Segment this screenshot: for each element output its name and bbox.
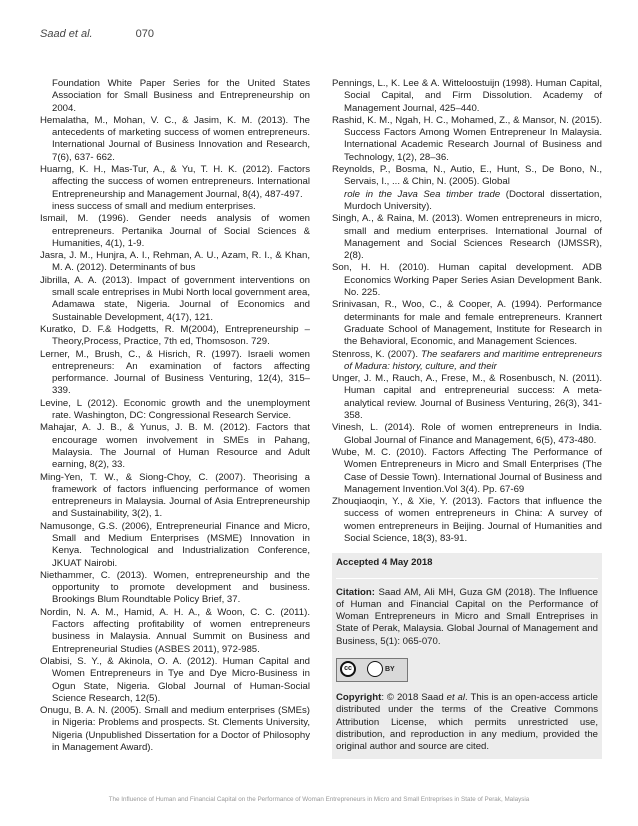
reference-entry: Jasra, J. M., Hunjra, A. I., Rehman, A. U., Azam, R. I., & Khan, M. A. (2012). Determinants of bus bbox=[40, 250, 310, 274]
attribution-person-icon bbox=[367, 661, 383, 677]
copyright-notice bbox=[336, 692, 598, 753]
reference-entry: Namusonge, G.S. (2006), Entrepreneurial Finance and Micro, Small and Medium Enterprises (MSME) Innovation in Kenya. Technological and Industrialization Conference, JKUAT Nairobi. bbox=[40, 520, 310, 569]
reference-entry: Ming-Yen, T. W., & Siong-Choy, C. (2007). Theorising a framework of factors influencing performance of women entrepreneurs in Malaysia. Journal of Asia Entrepreneurship and Sustainability, 3(2), 1. bbox=[40, 471, 310, 520]
reference-entry: Reynolds, P., Bosma, N., Autio, E., Hunt, S., De Bono, N., Servais, I., ... & Chin, N. (2005). Global bbox=[332, 164, 602, 188]
reference-entry: Zhouqiaoqin, Y., & Xie, Y. (2013). Factors that influence the success of women entrepreneurs in China: A survey of women entrepreneurs in Beijing. Journal of Humanities and Social Science, 18(3), 83-91. bbox=[332, 496, 602, 544]
running-footer: The Influence of Human and Financial Capital on the Performance of Woman Entrepreneurs in Micro and Small Entreprises in State of Perak, Malaysia bbox=[108, 796, 530, 803]
page-header bbox=[40, 28, 154, 40]
reference-italic-title: The seafarers and maritime entrepreneurs of Madura: history, culture, and their bbox=[344, 348, 603, 372]
reference-entry: Vinesh, L. (2014). Role of women entrepreneurs in India. Global Journal of Finance and Management, 6(5), 473-480. bbox=[332, 422, 602, 446]
reference-entry: Ismail, M. (1996). Gender needs analysis of women entrepreneurs. Pertanika Journal of Social Sciences & Humanities, 4(1), 1-9. bbox=[40, 213, 310, 249]
references-left-column bbox=[40, 78, 310, 754]
running-author: Saad et al. bbox=[40, 28, 93, 40]
reference-entry: Singh, A., & Raina, M. (2013). Women entrepreneurs in micro, small and medium enterprises. International Journal of Management and Social Sciences Research (IJMSSR), 2(8). bbox=[332, 213, 602, 262]
citation bbox=[336, 587, 598, 648]
reference-entry: Hemalatha, M., Mohan, V. C., & Jasim, K. M. (2013). The antecedents of marketing success of women entrepreneurs. International Journal of Business Innovation and Research, 7(6), 637- 662. bbox=[40, 114, 310, 163]
reference-entry: Jibrilla, A. A. (2013). Impact of government interventions on small scale entreprises in Mubi North local government area, Adamawa state, Nigeria. Journal of Economics and Sustainable Development, 4(17), 121. bbox=[40, 274, 310, 323]
reference-italic-title: role in the Java Sea timber trade bbox=[344, 188, 501, 200]
reference-entry: Unger, J. M., Rauch, A., Frese, M., & Rosenbusch, N. (2011). Human capital and entrepreneurial success: A meta-analytical review. Journal of Business Venturing, 26(3), 341-358. bbox=[332, 373, 602, 422]
reference-entry: Onugu, B. A. N. (2005). Small and medium enterprises (SMEs) in Nigeria: Problems and prospects. St. Clements University, Nigeria (Unpublished Dissertation for a Doctor of Philosophy in Management Award). bbox=[40, 705, 310, 754]
copyright-pre: : © 2018 Saad bbox=[381, 692, 447, 704]
reference-entry: Huarng, K. H., Mas-Tur, A., & Yu, T. H. K. (2012). Factors affecting the success of women entrepreneurs. International Entrepreneurship and Management Journal, 8(4), 487-497. bbox=[40, 164, 310, 200]
article-info-box bbox=[332, 553, 602, 758]
citation-text: Saad AM, Ali MH, Guza GM (2018). The Influence of Human and Financial Capital on the Performance of Woman Entrepreneurs in Micro and Small Entreprises in State of Perak, Malaysia. Global Journal of Management and Business, 5(1): 065-070. bbox=[336, 586, 598, 647]
reference-entry: Nordin, N. A. M., Hamid, A. H. A., & Woon, C. C. (2011). Factors affecting profitability of women entrepreneurs business in Malaysia. Annual Summit on Business and Entrepreneurial Studies (ASBES 2011), 972-985. bbox=[40, 606, 310, 655]
reference-entry: Lerner, M., Brush, C., & Hisrich, R. (1997). Israeli women entrepreneurs: An examination of factors affecting performance. Journal of Business Venturing, 12(4), 315–339. bbox=[40, 348, 310, 397]
accepted-date: Accepted 4 May 2018 bbox=[336, 557, 598, 578]
reference-entry: Niethammer, C. (2013). Women, entrepreneurship and the opportunity to promote development and business. Brookings Blum Roundtable Policy Brief, 37. bbox=[40, 569, 310, 606]
reference-entry: Kuratko, D. F.& Hodgetts, R. M(2004), Entrepreneurship – Theory,Process, Practice, 7th ed, Thomsoson. 729. bbox=[40, 323, 310, 348]
cc-by-label: BY bbox=[385, 666, 395, 674]
reference-tail: (Doctoral dissertation, Murdoch University). bbox=[344, 188, 602, 212]
copyright-label: Copyright bbox=[336, 692, 382, 704]
reference-entry: Foundation White Paper Series for the United States Association for Small Business and Entrepreneurship on 2004. bbox=[52, 78, 310, 114]
references-right-column bbox=[332, 78, 602, 759]
reference-entry: Son, H. H. (2010). Human capital development. ADB Economics Working Paper Series Asian Development Bank. No. 225. bbox=[332, 262, 602, 299]
reference-entry: Wube, M. C. (2010). Factors Affecting The Performance of Women Entrepreneurs in Micro and Small Enterprises (The Case of Dessie Town). International Journal of Business and Management Invention.Vol 3(4). Pp. 67-69 bbox=[332, 446, 602, 495]
copyright-italic: et al bbox=[446, 692, 466, 704]
reference-entry: Pennings, L., K. Lee & A. Witteloostuijn (1998). Human Capital, Social Capital, and Firm Dissolution. Academy of Management Journal, 425–440. bbox=[332, 78, 602, 114]
citation-label: Citation: bbox=[336, 586, 375, 598]
creative-commons-badge[interactable] bbox=[336, 658, 408, 682]
reference-entry bbox=[332, 189, 602, 214]
reference-entry: iness success of small and medium enterprises. bbox=[52, 200, 256, 212]
reference-prefix: Stenross, K. (2007). bbox=[332, 348, 421, 360]
page-number: 070 bbox=[135, 28, 155, 40]
reference-entry bbox=[332, 349, 602, 374]
reference-entry: Levine, L (2012). Economic growth and the unemployment rate. Washington, DC: Congressional Research Service. bbox=[40, 397, 310, 422]
cc-icon: cc bbox=[340, 661, 356, 677]
reference-entry: Olabisi, S. Y., & Akinola, O. A. (2012). Human Capital and Women Entrepreneurs in Tye and Dye Micro-Business in Ogun State, Nigeria. Global Journal of Human-Social Science Research, 12(5). bbox=[40, 655, 310, 704]
copyright-post: . This is an open-access article distributed under the terms of the Creative Commons Attribution License, which permits unrestricted use, distribution, and reproduction in any medium, provided the original author and source are cited. bbox=[336, 692, 598, 753]
reference-entry: Srinivasan, R., Woo, C., & Cooper, A. (1994). Performance determinants for male and female entrepreneurs. Krannert Graduate School of Management, Institute for Research in the Behavioral, Economic, and Management Sciences. bbox=[332, 299, 602, 348]
reference-entry: Rashid, K. M., Ngah, H. C., Mohamed, Z., & Mansor, N. (2015). Success Factors Among Women Entrepreneur In Malaysia. International Academic Research Journal of Business and Technology, 1(2), 28–36. bbox=[332, 114, 602, 163]
reference-entry: Mahajar, A. J. B., & Yunus, J. B. M. (2012). Factors that encourage women involvement in SMEs in Pahang, Malaysia. The Journal of Human Resource and Adult earning, 8(2), 33. bbox=[40, 422, 310, 471]
